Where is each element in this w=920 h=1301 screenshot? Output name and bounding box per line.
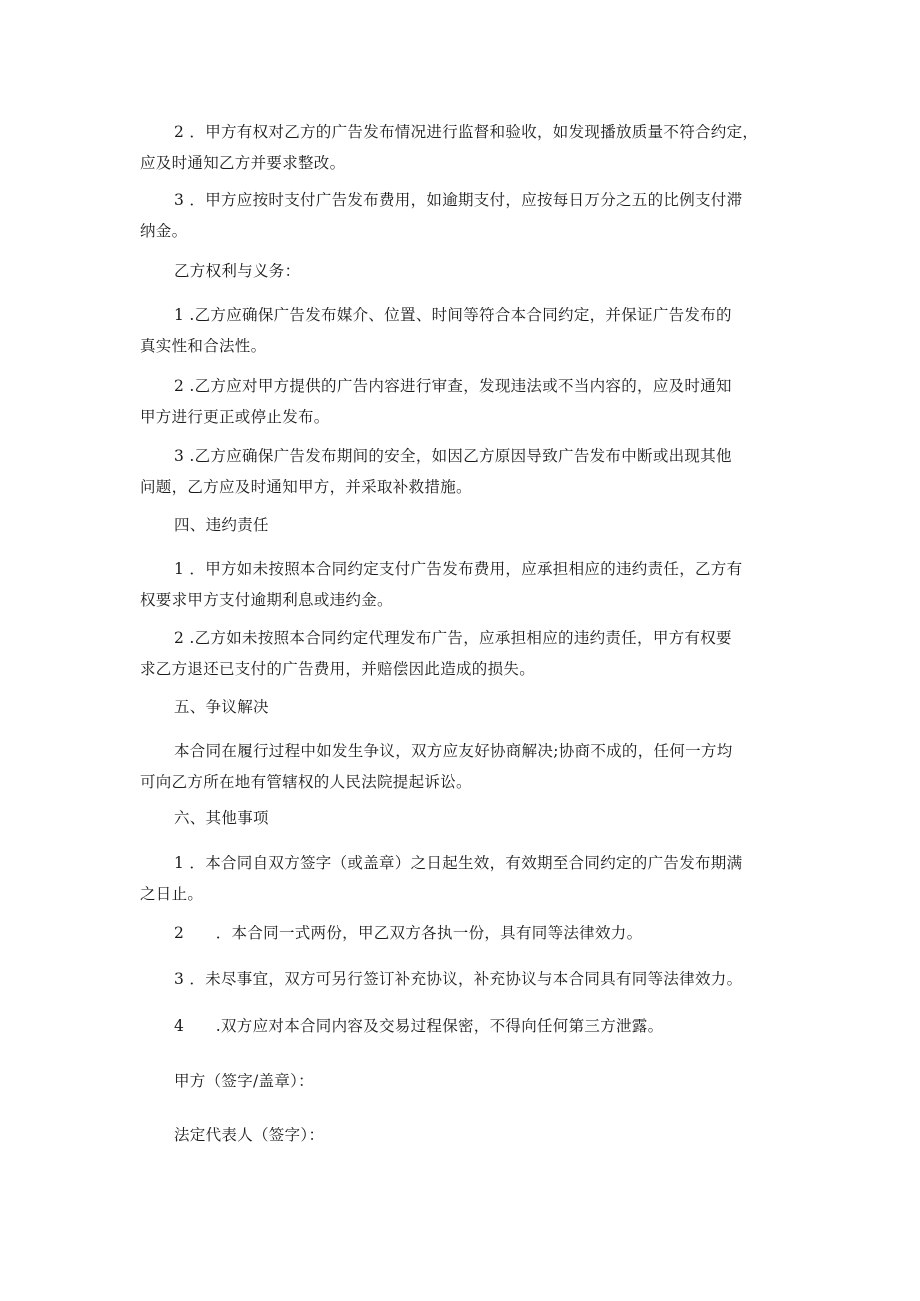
section-heading-misc: 六、其他事项 [174,809,269,827]
text-line: 纳金。 [140,222,188,240]
text-line: 问题，乙方应及时通知甲方，并采取补救措施。 [140,478,472,496]
section-heading-breach: 四、违约责任 [174,516,269,534]
clause-dispute [140,736,790,798]
clause-yi-2 [140,371,790,433]
text-line: 权要求甲方支付逾期利息或违约金。 [140,591,393,609]
text-line: 3 .乙方应确保广告发布期间的安全，如因乙方原因导致广告发布中断或出现其他 [174,447,732,465]
text-line: 4 .双方应对本合同内容及交易过程保密，不得向任何第三方泄露。 [174,1017,664,1035]
clause-misc-3 [140,964,790,995]
text-line: 3 ．甲方应按时支付广告发布费用，如逾期支付，应按每日万分之五的比例支付滞 [174,191,743,209]
text-line: 应及时通知乙方并要求整改。 [140,154,346,172]
text-line: 2 ．甲方有权对乙方的广告发布情况进行监督和验收，如发现播放质量不符合约定， [174,123,759,141]
clause-yi-1 [140,300,790,362]
clause-yi-3 [140,441,790,503]
clause-breach-1 [140,554,790,616]
signature-party-a: 甲方（签字/盖章）： [174,1072,314,1090]
text-line: 真实性和合法性。 [140,337,267,355]
text-line: 1 .乙方应确保广告发布媒介、位置、时间等符合本合同约定，并保证广告发布的 [174,306,732,324]
text-line: 2 ．本合同一式两份，甲乙双方各执一份，具有同等法律效力。 [174,924,643,942]
clause-jia-3 [140,185,790,247]
text-line: 之日止。 [140,885,204,903]
text-line: 2 .乙方应对甲方提供的广告内容进行审查，发现违法或不当内容的，应及时通知 [174,377,732,395]
text-line: 本合同在履行过程中如发生争议，双方应友好协商解决;协商不成的，任何一方均 [174,742,733,760]
text-line: 1 ．甲方如未按照本合同约定支付广告发布费用，应承担相应的违约责任，乙方有 [174,560,743,578]
signature-legal-representative: 法定代表人（签字）： [174,1126,325,1144]
section-heading-dispute: 五、争议解决 [174,698,269,716]
text-line: 3 ．未尽事宜，双方可另行签订补充协议，补充协议与本合同具有同等法律效力。 [174,970,743,988]
text-line: 2 .乙方如未按照本合同约定代理发布广告，应承担相应的违约责任，甲方有权要 [174,629,732,647]
clause-misc-1 [140,848,790,910]
text-line: 求乙方退还已支付的广告费用，并赔偿因此造成的损失。 [140,660,536,678]
text-line: 1 ．本合同自双方签字（或盖章）之日起生效，有效期至合同约定的广告发布期满 [174,854,743,872]
clause-jia-2 [140,117,790,179]
section-heading-yi-rights: 乙方权利与义务： [174,262,301,280]
text-line: 甲方进行更正或停止发布。 [140,408,330,426]
clause-misc-2 [140,918,790,949]
text-line: 可向乙方所在地有管辖权的人民法院提起诉讼。 [140,773,472,791]
clause-breach-2 [140,623,790,685]
clause-misc-4 [140,1011,790,1042]
